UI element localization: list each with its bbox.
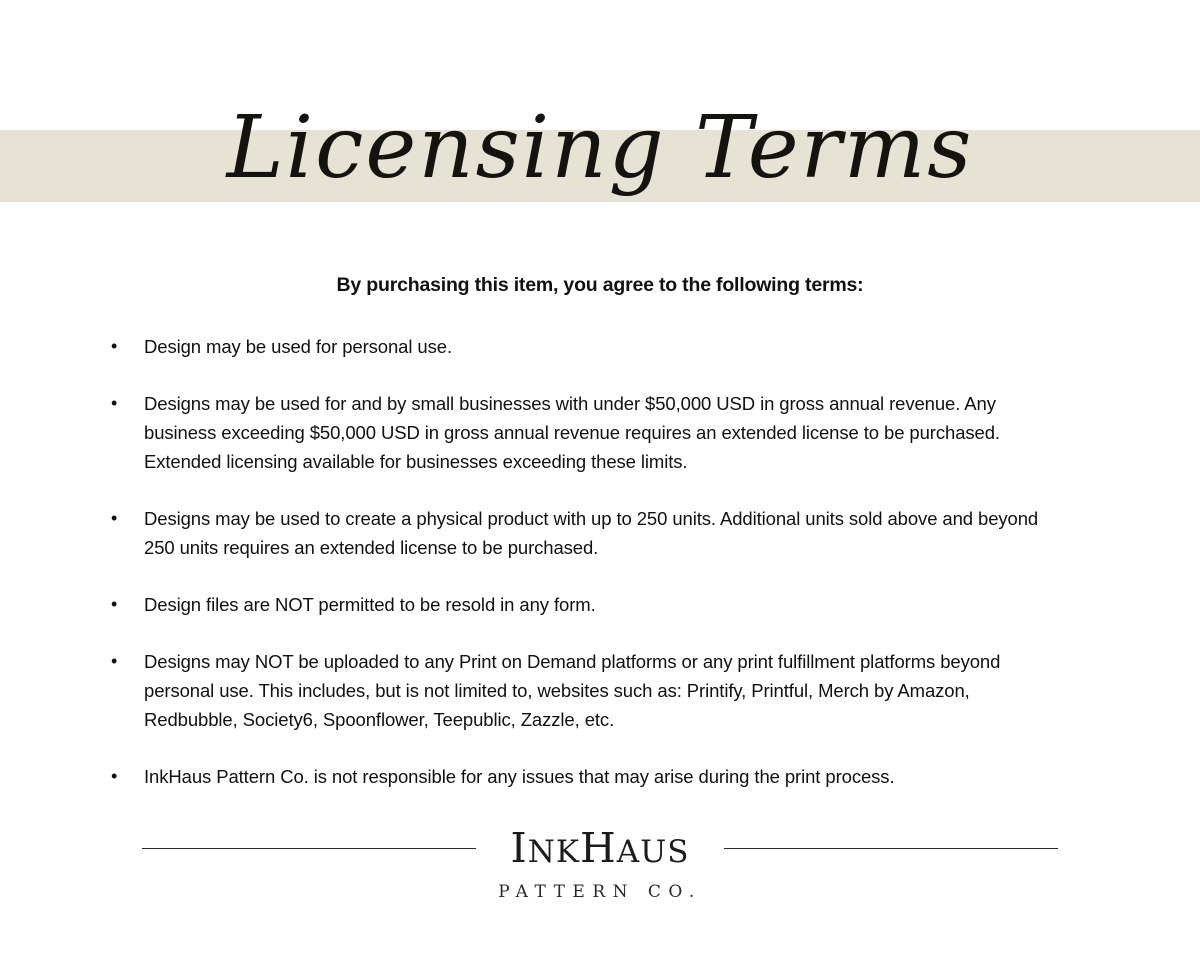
list-item bbox=[108, 389, 1068, 476]
terms-list bbox=[108, 332, 1068, 819]
list-item-text: Designs may NOT be uploaded to any Print on Demand platforms or any print fulfillment platforms beyond personal use. This includes, but is not limited to, websites such as: Printify, Printful, Merch by Amazon, Redbubble, Society6, Spoonflower, Teepublic, Zazzle, etc. bbox=[144, 651, 1001, 730]
brand-tagline: PATTERN CO. bbox=[498, 882, 702, 902]
list-item bbox=[108, 590, 1068, 619]
bullet-icon: • bbox=[111, 336, 118, 356]
list-item-text: Designs may be used for and by small businesses with under $50,000 USD in gross annual revenue. Any business exceeding $50,000 USD in gross annual revenue requires an extended license to be purchased. Extended licensing available for businesses exceeding these limits. bbox=[144, 393, 1000, 472]
list-item bbox=[108, 647, 1068, 734]
brand-part-3: H bbox=[579, 824, 617, 872]
bullet-icon: • bbox=[111, 766, 118, 786]
brand-part-2: NK bbox=[527, 834, 580, 870]
bullet-icon: • bbox=[111, 508, 118, 528]
brand-part-4: AUS bbox=[616, 834, 690, 870]
bullet-icon: • bbox=[111, 594, 118, 614]
brand-part-1: I bbox=[510, 824, 528, 872]
brand-name bbox=[0, 822, 1200, 878]
bullet-icon: • bbox=[111, 393, 118, 413]
list-item-text: Designs may be used to create a physical product with up to 250 units. Additional units sold above and beyond 250 units requires an extended license to be purchased. bbox=[144, 508, 1039, 558]
list-item bbox=[108, 332, 1068, 361]
page-title: Licensing Terms bbox=[226, 98, 974, 198]
intro-text: By purchasing this item, you agree to the following terms: bbox=[336, 274, 864, 296]
bullet-icon: • bbox=[111, 651, 118, 671]
list-item-text: Design files are NOT permitted to be resold in any form. bbox=[144, 594, 596, 615]
footer-logo bbox=[0, 812, 1200, 922]
list-item-text: Design may be used for personal use. bbox=[144, 336, 452, 357]
list-item bbox=[108, 762, 1068, 791]
list-item-text: InkHaus Pattern Co. is not responsible for any issues that may arise during the print process. bbox=[144, 766, 895, 787]
list-item bbox=[108, 504, 1068, 562]
